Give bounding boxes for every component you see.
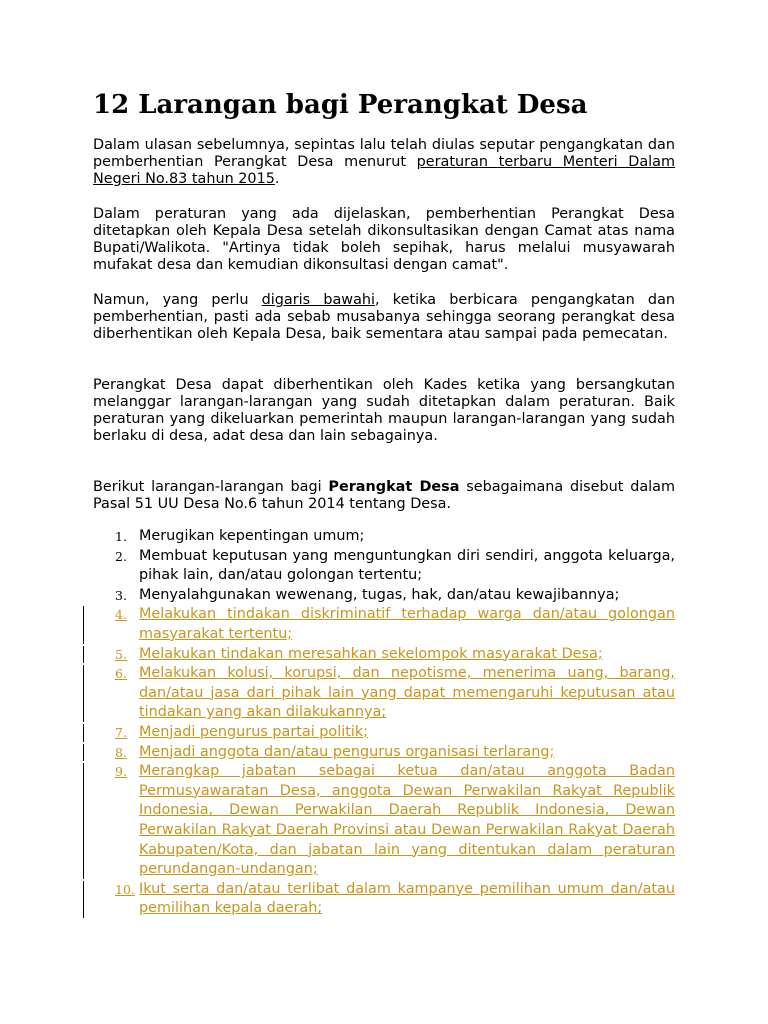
bold-term: Perangkat Desa	[328, 479, 460, 495]
paragraph-violations	[93, 377, 675, 445]
list-item-text: Melakukan kolusi, korupsi, dan nepotisme, menerima uang, barang, dan/atau jasa dari pihak lain yang dapat memengaruhi keputusan atau tindakan yang akan dilakukannya;	[139, 665, 675, 721]
list-item-text: Ikut serta dan/atau terlibat dalam kampanye pemilihan umum dan/atau pemilihan kepala daerah;	[139, 880, 675, 917]
list-item-tracked	[93, 664, 675, 723]
paragraph-text: , ketika berbicara pengangkatan dan pemberhentian, pasti ada sebab musabanya sehingga seorang perangkat desa diberhentikan oleh Kepala Desa, baik sementara atau sampai pada pemecatan.	[93, 292, 676, 342]
list-item	[93, 586, 675, 606]
list-item-text: Menjadi anggota dan/atau pengurus organisasi terlarang;	[139, 743, 555, 760]
list-item-text: Merangkap jabatan sebagai ketua dan/atau anggota Badan Permusyawaratan Desa, anggota Dewan Perwakilan Rakyat Republik Indonesia, Dewan Perwakilan Daerah Republik Indonesia, Dewan Perwakilan Rakyat Daerah Provinsi atau Dewan Perwakilan Rakyat Daerah Kabupaten/Kota, dan jabatan lain yang ditentukan dalam peraturan perundangan-undangan;	[139, 763, 675, 878]
list-item-tracked	[93, 605, 675, 644]
paragraph-list-intro	[93, 479, 675, 513]
underlined-link[interactable]: digaris bawahi	[261, 292, 376, 308]
list-number: 7.	[115, 724, 127, 740]
paragraph-text: Dalam ulasan sebelumnya, sepintas lalu telah diulas seputar pengangkatan dan pemberhentian Perangkat Desa menurut	[93, 137, 675, 170]
list-item-text: Melakukan tindakan meresahkan sekelompok masyarakat Desa;	[139, 645, 603, 662]
paragraph-text: Namun, yang perlu	[93, 292, 262, 308]
list-item-text: Merugikan kepentingan umum;	[139, 528, 365, 544]
paragraph-text: Dalam peraturan yang ada dijelaskan, pemberhentian Perangkat Desa ditetapkan oleh Kepala Desa setelah dikonsultasikan dengan Camat atas nama Bupati/Walikota. "Artinya tidak boleh sepihak, harus melalui musyawarah mufakat desa dan kemudian dikonsultasi dengan camat".	[93, 206, 675, 273]
list-number: 9.	[115, 764, 127, 780]
list-number: 1.	[115, 529, 127, 544]
paragraph-dismissal	[93, 206, 675, 274]
list-item-text: Menjadi pengurus partai politik;	[139, 723, 369, 740]
page-title: 12 Larangan bagi Perangkat Desa	[93, 90, 588, 120]
list-number: 2.	[115, 548, 127, 564]
list-item-tracked	[93, 762, 675, 880]
list-number: 3.	[115, 587, 127, 603]
list-item	[93, 547, 675, 586]
list-item-text: Melakukan tindakan diskriminatif terhadap warga dan/atau golongan masyarakat tertentu;	[139, 606, 675, 642]
list-item-text: Membuat keputusan yang menguntungkan diri sendiri, anggota keluarga, pihak lain, dan/atau golongan tertentu;	[139, 547, 675, 584]
list-item-tracked	[93, 880, 675, 919]
list-item-tracked	[93, 743, 675, 763]
list-item-text: Menyalahgunakan wewenang, tugas, hak, dan/atau kewajibannya;	[139, 586, 620, 603]
paragraph-text: Perangkat Desa dapat diberhentikan oleh Kades ketika yang bersangkutan melanggar larangan-larangan yang sudah ditetapkan dalam peraturan. Baik peraturan yang dikeluarkan pemerintah maupun larangan-larangan yang sudah berlaku di desa, adat desa dan lain sebagainya.	[93, 377, 675, 444]
prohibitions-list	[93, 527, 675, 919]
list-item-tracked	[93, 645, 675, 665]
paragraph-note	[93, 292, 675, 343]
list-number: 6.	[115, 666, 127, 682]
list-number: 8.	[115, 744, 127, 760]
paragraph-text: Berikut larangan-larangan bagi	[93, 479, 329, 495]
list-item	[93, 527, 675, 547]
list-item-tracked	[93, 723, 675, 743]
regulation-link[interactable]: peraturan terbaru Menteri Dalam Negeri No.83 tahun 2015	[93, 154, 675, 187]
list-number: 10.	[115, 881, 135, 897]
list-number: 4.	[115, 607, 127, 623]
paragraph-intro	[93, 137, 675, 188]
paragraph-text: .	[274, 171, 280, 187]
list-number: 5.	[115, 646, 127, 662]
paragraph-text: sebagaimana disebut dalam Pasal 51 UU Desa No.6 tahun 2014 tentang Desa.	[93, 479, 675, 512]
